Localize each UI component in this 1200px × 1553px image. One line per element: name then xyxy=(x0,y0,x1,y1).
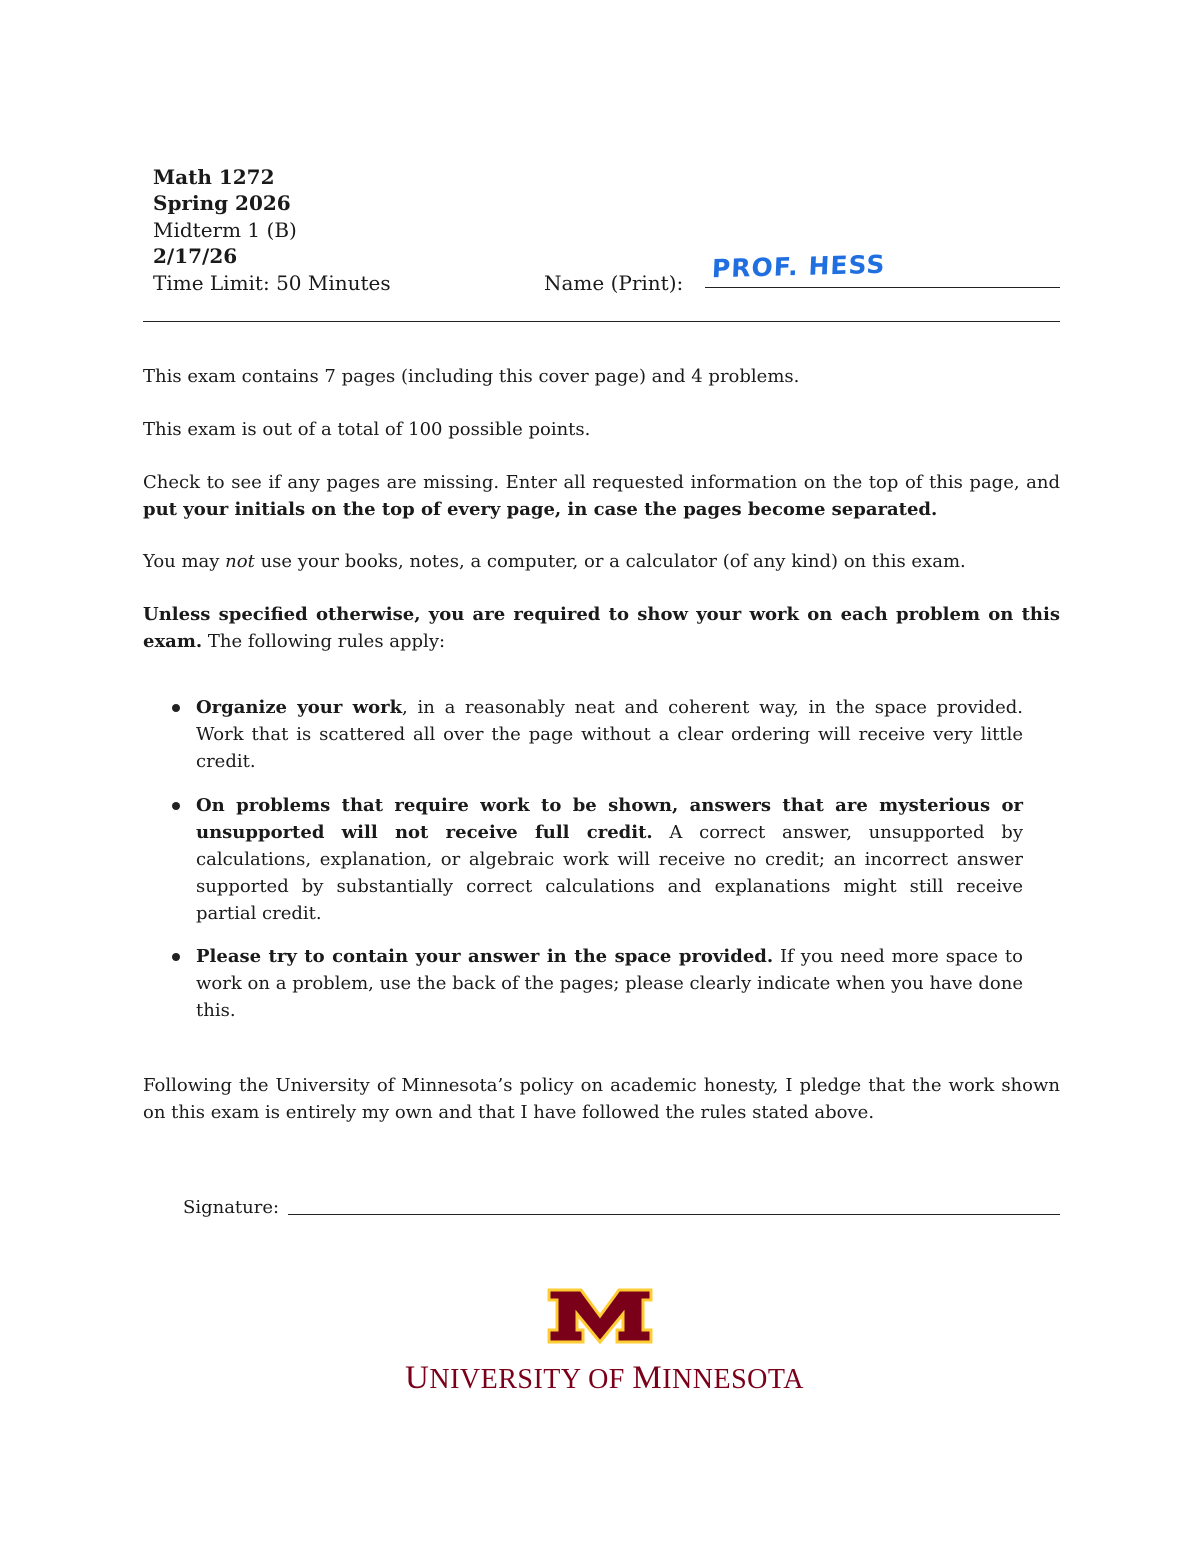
bullet-icon xyxy=(172,802,180,810)
instruction-initials-bold: put your initials on the top of every page, in case the pages become separated. xyxy=(143,499,938,520)
instruction-points: This exam is out of a total of 100 possible points. xyxy=(143,419,591,440)
wordmark-innesota: INNESOTA xyxy=(662,1364,804,1395)
name-label: Name (Print): xyxy=(544,271,684,295)
instruction-no-aids xyxy=(143,548,1060,575)
term: Spring 2026 xyxy=(153,191,291,215)
name-handwritten[interactable]: PROF. HESS xyxy=(711,249,887,284)
show-work-bold: Unless specified otherwise, you are required to show your work on each problem on this exam. xyxy=(143,604,1060,652)
signature-label: Signature: xyxy=(183,1197,280,1218)
honesty-pledge: Following the University of Minnesota’s policy on academic honesty, I pledge that the work shown on this exam is entirely my own and that I have followed the rules stated above. xyxy=(143,1075,1060,1123)
rule-bold: Organize your work xyxy=(196,697,403,718)
no-aids-after: use your books, notes, a computer, or a calculator (of any kind) on this exam. xyxy=(254,551,966,572)
rule-bold: Please try to contain your answer in the space provided. xyxy=(196,946,774,967)
bullet-icon xyxy=(172,953,180,961)
bullet-icon xyxy=(172,704,180,712)
university-m-logo-icon xyxy=(545,1286,655,1346)
rule-text: If you need more space to work on a problem, use the back of the pages; please clearly indicate when you have done this. xyxy=(196,946,1023,1021)
rule-item xyxy=(160,694,1023,775)
rule-text: , in a reasonably neat and coherent way, in the space provided. Work that is scattered all over the page without a clear ordering will receive very little credit. xyxy=(196,697,1023,772)
name-field-line[interactable] xyxy=(705,287,1060,288)
rule-item xyxy=(160,792,1023,927)
show-work-plain: The following rules apply: xyxy=(202,631,446,652)
header-divider xyxy=(143,321,1060,322)
instruction-pages: This exam contains 7 pages (including this cover page) and 4 problems. xyxy=(143,366,800,387)
rule-item xyxy=(160,943,1023,1024)
exam-title: Midterm 1 (B) xyxy=(153,218,297,242)
rule-bold: On problems that require work to be shown, answers that are mysterious or unsupported will not receive full credit. xyxy=(196,795,1023,843)
wordmark-niversity-of: NIVERSITY OF xyxy=(429,1364,633,1395)
instruction-missing-text: Check to see if any pages are missing. Enter all requested information on the top of this page, and xyxy=(143,472,1060,493)
wordmark-u: U xyxy=(405,1360,430,1396)
no-aids-before: You may xyxy=(143,551,226,572)
university-wordmark xyxy=(405,1360,804,1397)
no-aids-emphasis: not xyxy=(225,551,255,572)
rule-text: A correct answer, unsupported by calculations, explanation, or algebraic work will receive no credit; an incorrect answer supported by substantially correct calculations and explanations might still receive partial credit. xyxy=(196,822,1023,924)
time-limit: Time Limit: 50 Minutes xyxy=(153,271,391,295)
wordmark-m: M xyxy=(632,1360,663,1396)
instruction-missing-pages xyxy=(143,469,1060,523)
signature-field-line[interactable] xyxy=(288,1214,1060,1215)
instruction-show-work xyxy=(143,601,1060,655)
course-title: Math 1272 xyxy=(153,165,275,189)
exam-date: 2/17/26 xyxy=(153,244,238,268)
